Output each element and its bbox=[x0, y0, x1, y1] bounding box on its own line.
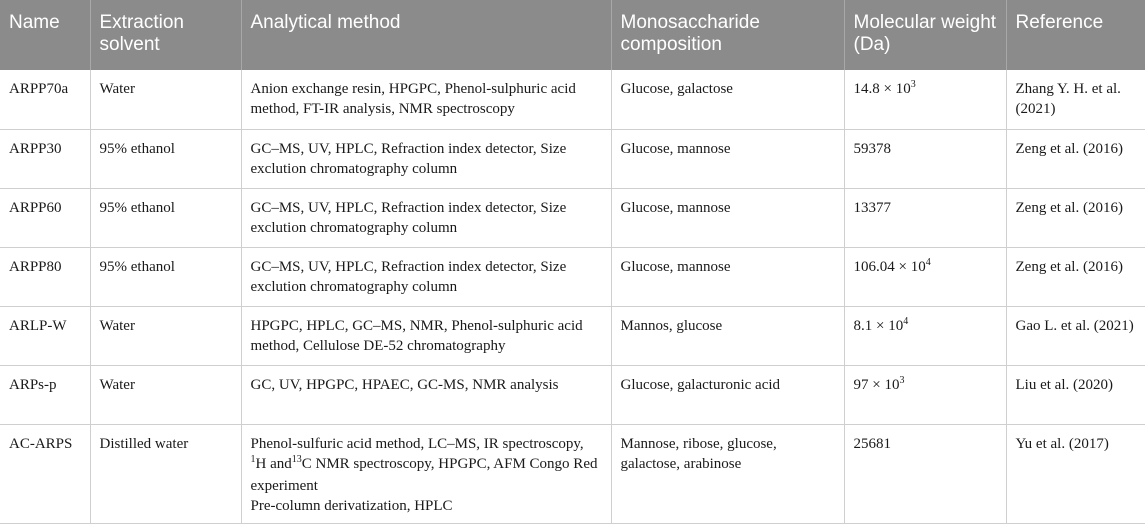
cell-name: ARPs-p bbox=[0, 365, 90, 424]
cell-composition: Glucose, mannose bbox=[611, 129, 844, 188]
superscript: 1 bbox=[250, 453, 256, 465]
cell-reference: Liu et al. (2020) bbox=[1006, 365, 1145, 424]
cell-solvent: Water bbox=[90, 70, 241, 129]
cell-composition: Glucose, mannose bbox=[611, 247, 844, 306]
cell-composition: Glucose, galacturonic acid bbox=[611, 365, 844, 424]
mw-exponent: 4 bbox=[925, 256, 931, 268]
mw-value: 8.1 × 10 bbox=[853, 317, 904, 334]
mw-exponent: 3 bbox=[899, 374, 905, 386]
table-row bbox=[0, 188, 1145, 247]
cell-molecular-weight bbox=[844, 70, 1006, 129]
cell-solvent: 95% ethanol bbox=[90, 188, 241, 247]
table-row bbox=[0, 247, 1145, 306]
cell-reference: Yu et al. (2017) bbox=[1006, 424, 1145, 523]
table-header bbox=[0, 0, 1145, 70]
cell-molecular-weight: 25681 bbox=[844, 424, 1006, 523]
mw-exponent: 3 bbox=[910, 79, 916, 90]
header-name: Name bbox=[9, 12, 60, 33]
mw-value: 59378 bbox=[853, 140, 891, 157]
cell-name: ARLP-W bbox=[0, 306, 90, 365]
table-body bbox=[0, 70, 1145, 523]
cell-name: ARPP30 bbox=[0, 129, 90, 188]
table-row bbox=[0, 306, 1145, 365]
mw-value: 13377 bbox=[853, 199, 891, 216]
cell-molecular-weight bbox=[844, 365, 1006, 424]
header-reference: Reference bbox=[1006, 0, 1145, 70]
cell-name: ARPP70a bbox=[0, 70, 90, 129]
cell-method: GC, UV, HPGPC, HPAEC, GC-MS, NMR analysis bbox=[241, 365, 611, 424]
cell-reference: Zeng et al. (2016) bbox=[1006, 129, 1145, 188]
header-molecular-weight: Molecular weight (Da) bbox=[844, 0, 1006, 70]
cell-reference: Zeng et al. (2016) bbox=[1006, 188, 1145, 247]
cell-molecular-weight bbox=[844, 129, 1006, 188]
cell-method: GC–MS, UV, HPLC, Refraction index detector, Size exclution chromatography column bbox=[241, 188, 611, 247]
table-row bbox=[0, 365, 1145, 424]
mw-value: 97 × 10 bbox=[853, 376, 900, 393]
mw-value: 106.04 × 10 bbox=[853, 258, 926, 275]
cell-name: ARPP60 bbox=[0, 188, 90, 247]
cell-composition: Mannose, ribose, glucose, galactose, arabinose bbox=[611, 424, 844, 523]
cell-name: AC-ARPS bbox=[0, 424, 90, 523]
cell-reference: Gao L. et al. (2021) bbox=[1006, 306, 1145, 365]
method-line: Phenol-sulfuric acid method, LC–MS, IR spectroscopy, bbox=[250, 435, 584, 452]
cell-method: Anion exchange resin, HPGPC, Phenol-sulphuric acid method, FT-IR analysis, NMR spectroscopy bbox=[241, 70, 611, 129]
cell-composition: Mannos, glucose bbox=[611, 306, 844, 365]
cell-composition: Glucose, galactose bbox=[611, 70, 844, 129]
table-row bbox=[0, 70, 1145, 129]
header-method: Analytical method bbox=[241, 0, 611, 70]
cell-molecular-weight bbox=[844, 247, 1006, 306]
cell-solvent: 95% ethanol bbox=[90, 129, 241, 188]
mw-value: 14.8 × 10 bbox=[853, 81, 911, 97]
cell-method: GC–MS, UV, HPLC, Refraction index detector, Size exclution chromatography column bbox=[241, 129, 611, 188]
cell-reference: Zeng et al. (2016) bbox=[1006, 247, 1145, 306]
cell-molecular-weight bbox=[844, 306, 1006, 365]
cell-solvent: Water bbox=[90, 365, 241, 424]
table-row bbox=[0, 129, 1145, 188]
method-text: C NMR spectroscopy, HPGPC, AFM Congo Red experiment bbox=[250, 455, 598, 494]
mw-exponent: 4 bbox=[903, 315, 909, 327]
cell-solvent: 95% ethanol bbox=[90, 247, 241, 306]
header-solvent: Extraction solvent bbox=[90, 0, 241, 70]
superscript: 13 bbox=[291, 453, 302, 465]
method-text: H and bbox=[255, 455, 292, 472]
cell-name: ARPP80 bbox=[0, 247, 90, 306]
cell-method bbox=[241, 424, 611, 523]
cell-solvent: Distilled water bbox=[90, 424, 241, 523]
cell-method: HPGPC, HPLC, GC–MS, NMR, Phenol-sulphuric acid method, Cellulose DE-52 chromatography bbox=[241, 306, 611, 365]
cell-reference: Zhang Y. H. et al. (2021) bbox=[1006, 70, 1145, 129]
table-row bbox=[0, 424, 1145, 523]
cell-method: GC–MS, UV, HPLC, Refraction index detector, Size exclution chromatography column bbox=[241, 247, 611, 306]
cell-composition: Glucose, mannose bbox=[611, 188, 844, 247]
header-composition: Monosaccharide composition bbox=[611, 0, 844, 70]
cell-solvent: Water bbox=[90, 306, 241, 365]
cell-molecular-weight bbox=[844, 188, 1006, 247]
method-line: Pre-column derivatization, HPLC bbox=[250, 497, 453, 514]
